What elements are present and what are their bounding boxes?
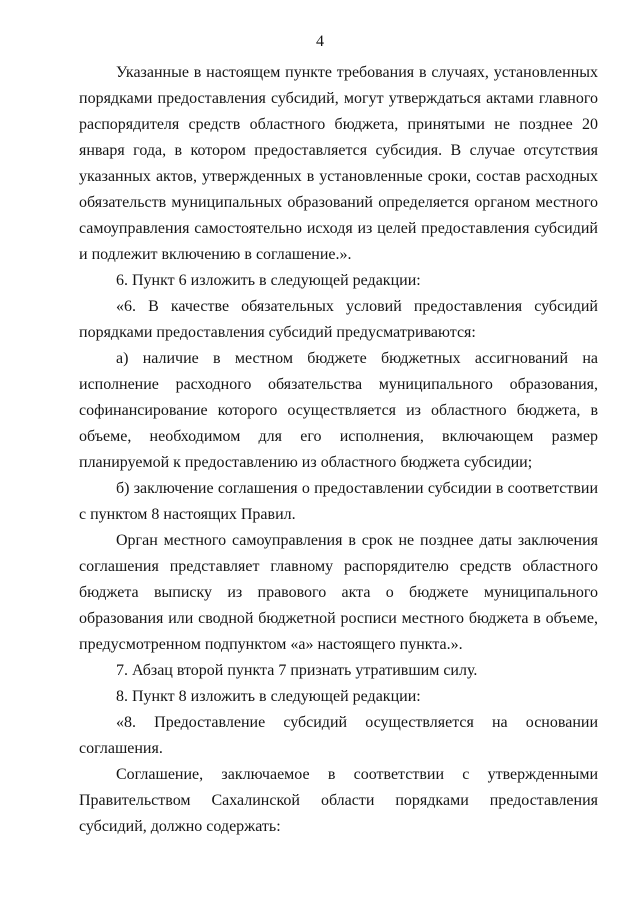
paragraph-requirements: Указанные в настоящем пункте требования в случаях, установленных порядками предоставления субсидий, могут утверждаться актами главного распорядителя средств областного бюджета, принятыми не позднее 20 января года, в котором предоставляется субсидия. В случае отсутствия указанных актов, утвержденных в установленные сроки, состав расходных обязательств муниципальных образований определяется органом местного самоуправления самостоятельно исходя из целей предоставления субсидий и подлежит включению в соглашение.».: [79, 64, 598, 263]
paragraph-agreement: Соглашение, заключаемое в соответствии с утвержденными Правительством Сахалинской области порядками предоставления субсидий, должно содержать:: [79, 766, 598, 835]
paragraph-local-authority: Орган местного самоуправления в срок не позднее даты заключения соглашения представляет главному распорядителю средств областного бюджета выписку из правового акта о бюджете муниципального образования или сводной бюджетной росписи местного бюджета в объеме, предусмотренном подпунктом «а» настоящего пункта.».: [79, 532, 598, 653]
document-body: [79, 60, 598, 840]
page-number: 4: [316, 33, 324, 50]
paragraph-item-8-text: «8. Предоставление субсидий осуществляется на основании соглашения.: [79, 714, 598, 757]
paragraph-subitem-b: б) заключение соглашения о предоставлении субсидии в соответствии с пунктом 8 настоящих Правил.: [79, 480, 598, 523]
paragraph-subitem-a: а) наличие в местном бюджете бюджетных ассигнований на исполнение расходного обязательства муниципального образования, софинансирование которого осуществляется из областного бюджета, в объеме, необходимом для его исполнения, включающем размер планируемой к предоставлению из областного бюджета субсидии;: [79, 350, 598, 471]
paragraph-item-6-text: «6. В качестве обязательных условий предоставления субсидий порядками предоставления субсидий предусматриваются:: [79, 298, 598, 341]
paragraph-item-8-heading: 8. Пункт 8 изложить в следующей редакции:: [116, 688, 421, 705]
paragraph-item-6-heading: 6. Пункт 6 изложить в следующей редакции:: [116, 272, 421, 289]
paragraph-item-7: 7. Абзац второй пункта 7 признать утратившим силу.: [116, 662, 478, 679]
